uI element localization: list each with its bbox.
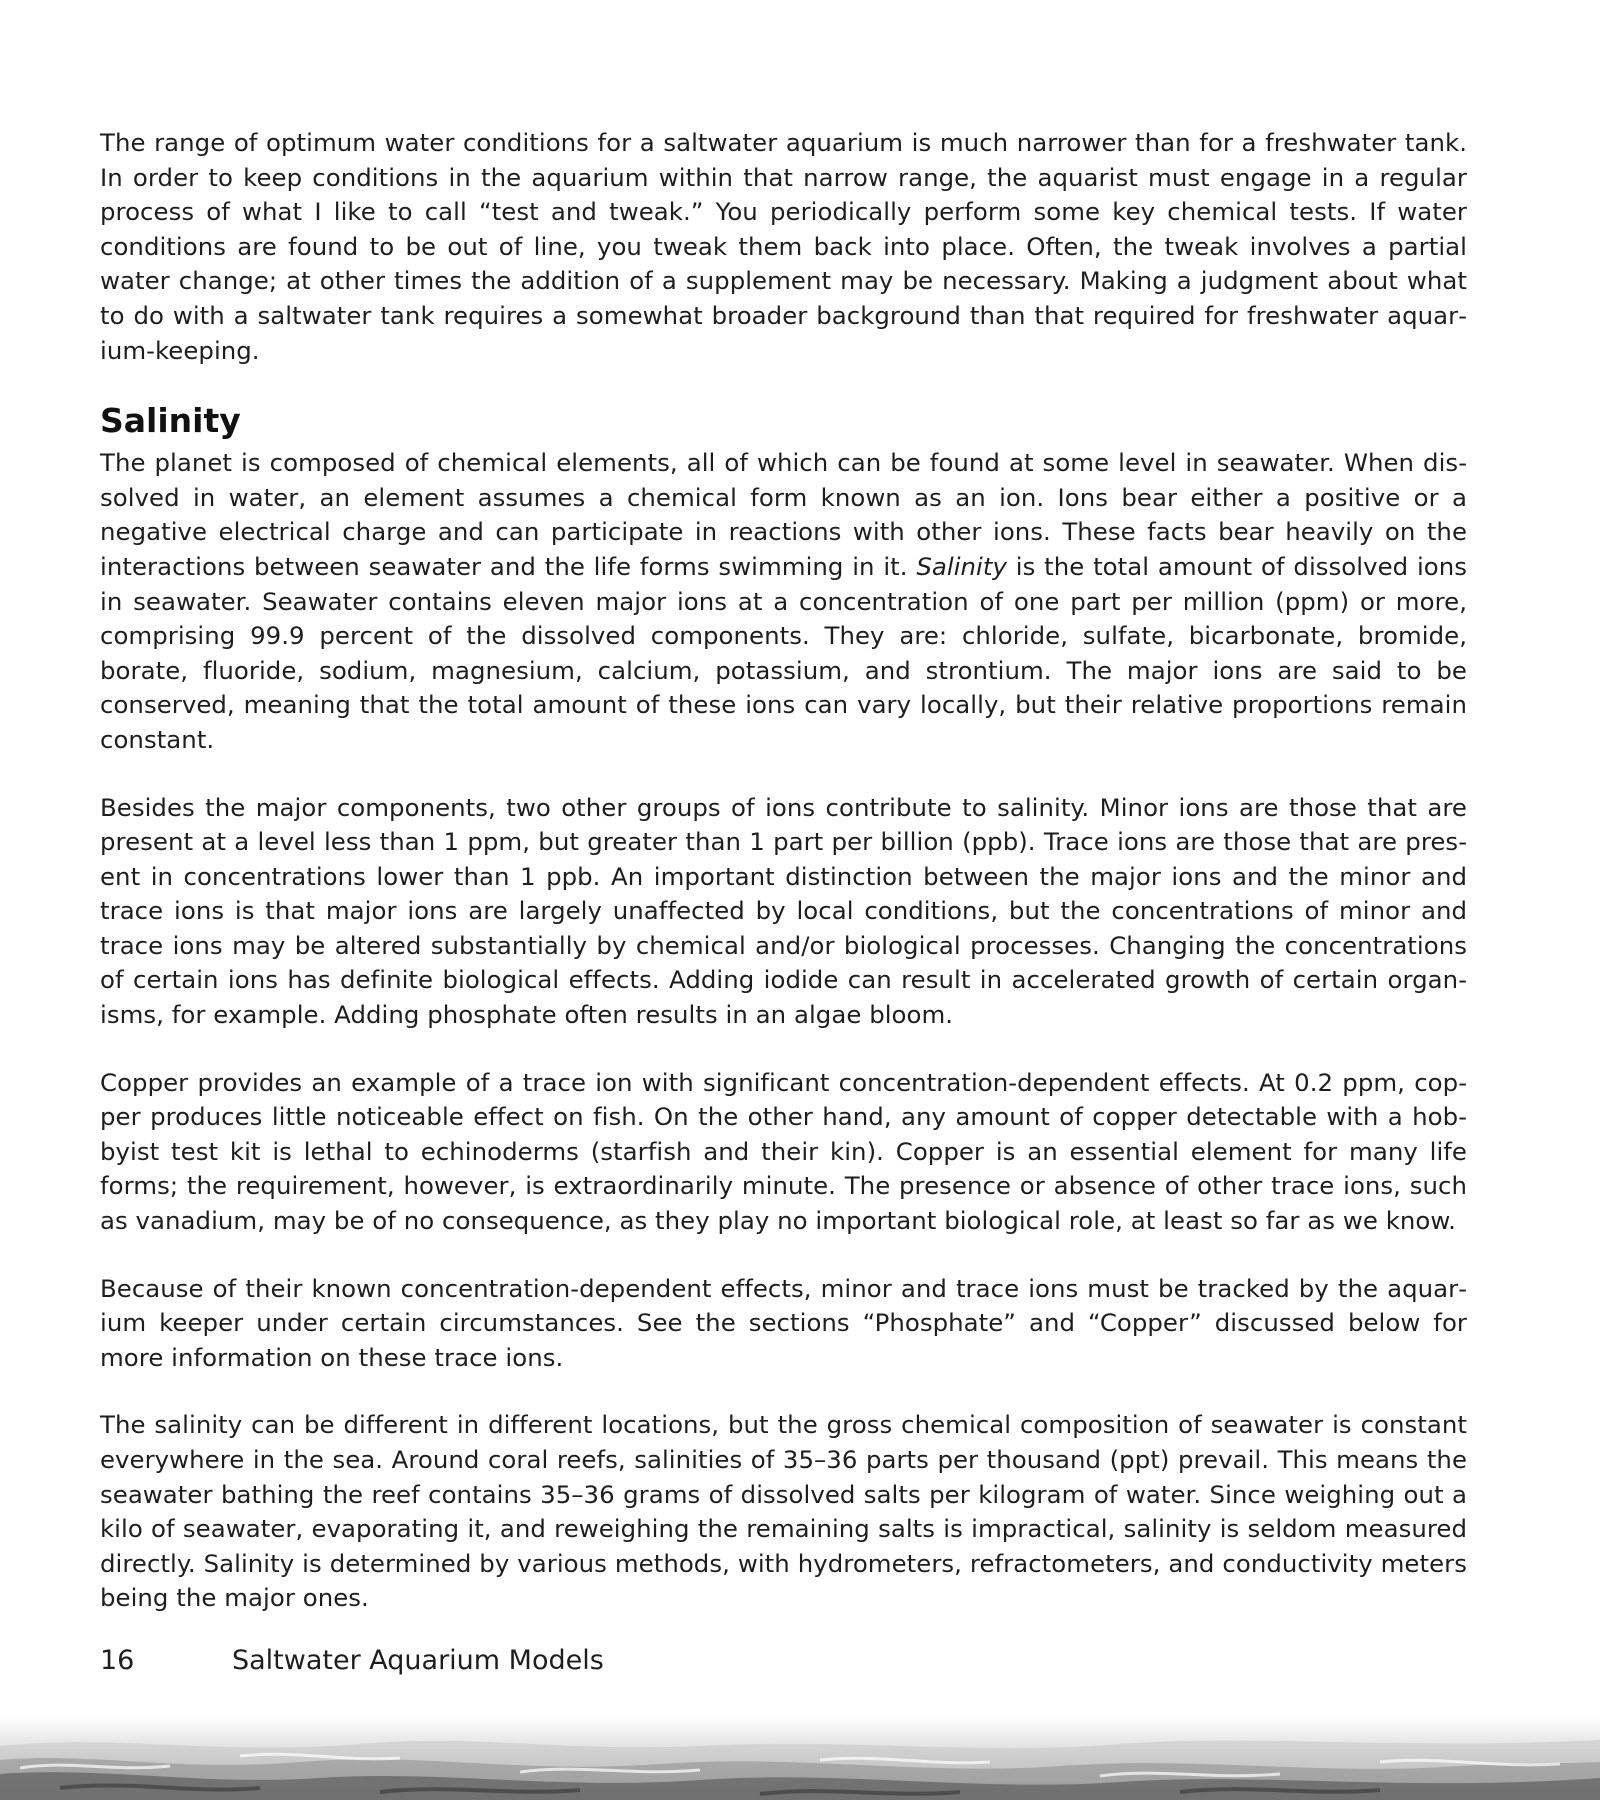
minor-trace-ions-paragraph: Besides the major components, two other groups of ions contribute to salinity. Minor ions are those that are present at a level less than 1 ppm, but greater than 1 part per billion (ppb). Trace ions are those that are present in concentrations lower than 1 ppb. An important distinction between the major ions and the minor and trace ions is that major ions are largely unaffected by local conditions, but the concentrations of minor and trace ions may be altered substantially by chemical and/or biological processes. Changing the concentrations of certain ions has definite biological effects. Adding iodide can result in accelerated growth of certain organisms, for example. Adding phosphate often results in an algae bloom. bbox=[100, 792, 1467, 1030]
page-body bbox=[100, 126, 1467, 1616]
page-footer bbox=[100, 1643, 604, 1679]
section-heading-salinity: Salinity bbox=[100, 401, 241, 441]
salinity-paragraph-trailing-text: is the total amount of dissolved ions in seawater. Seawater contains eleven major ions at a concentration of one part per million (ppm) or more, comprising 99.9 percent of the dissolved components. They are: chloride, sulfate, bicarbonate, bromide, borate, fluoride, sodium, magnesium, calcium, potassium, and strontium. The major ions are said to be conserved, meaning that the total amount of these ions can vary locally, but their relative proportions remain constant. bbox=[100, 551, 1468, 754]
page-number: 16 bbox=[100, 1645, 135, 1676]
salinity-term: Salinity bbox=[916, 551, 1007, 581]
running-footer-title: Saltwater Aquarium Models bbox=[232, 1645, 604, 1676]
salinity-paragraph-lead-text: The planet is composed of chemical elements, all of which can be found at some level in seawater. When dissolved in water, an element assumes a chemical form known as an ion. Ions bear either a positive or a negative electrical charge and can participate in reactions with other ions. These facts bear heavily on the interactions between seawater and the life forms swimming in it. bbox=[100, 448, 1467, 581]
salinity-definition-paragraph bbox=[100, 446, 1467, 757]
ocean-water-illustration bbox=[0, 1716, 1600, 1800]
intro-paragraph: The range of optimum water conditions for a saltwater aquarium is much narrower than for a freshwater tank. In order to keep conditions in the aquarium within that narrow range, the aquarist must engage in a regular process of what I like to call “test and tweak.” You periodically perform some key chemical tests. If water conditions are found to be out of line, you tweak them back into place. Often, the tweak involves a partial water change; at other times the addition of a supplement may be necessary. Making a judgment about what to do with a saltwater tank requires a somewhat broader background than that required for freshwater aquarium-keeping. bbox=[100, 128, 1467, 365]
copper-paragraph: Copper provides an example of a trace ion with significant concentration-dependent effects. At 0.2 ppm, copper produces little noticeable effect on fish. On the other hand, any amount of copper detectable with a hobbyist test kit is lethal to echinoderms (starfish and their kin). Copper is an essential element for many life forms; the requirement, however, is extraordinarily minute. The presence or absence of other trace ions, such as vanadium, may be of no consequence, as they play no important biological role, at least so far as we know. bbox=[100, 1067, 1467, 1236]
trace-ion-tracking-paragraph: Because of their known concentration-dependent effects, minor and trace ions must be tracked by the aquarium keeper under certain circumstances. See the sections “Phosphate” and “Copper” discussed below for more information on these trace ions. bbox=[100, 1273, 1467, 1372]
salinity-measurement-paragraph: The salinity can be different in different locations, but the gross chemical composition of seawater is constant everywhere in the sea. Around coral reefs, salinities of 35–36 parts per thousand (ppt) prevail. This means the seawater bathing the reef contains 35–36 grams of dissolved salts per kilogram of water. Since weighing out a kilo of seawater, evaporating it, and reweighing the remaining salts is impractical, salinity is seldom measured directly. Salinity is determined by various methods, with hydrometers, refractometers, and conductivity meters being the major ones. bbox=[100, 1410, 1467, 1613]
